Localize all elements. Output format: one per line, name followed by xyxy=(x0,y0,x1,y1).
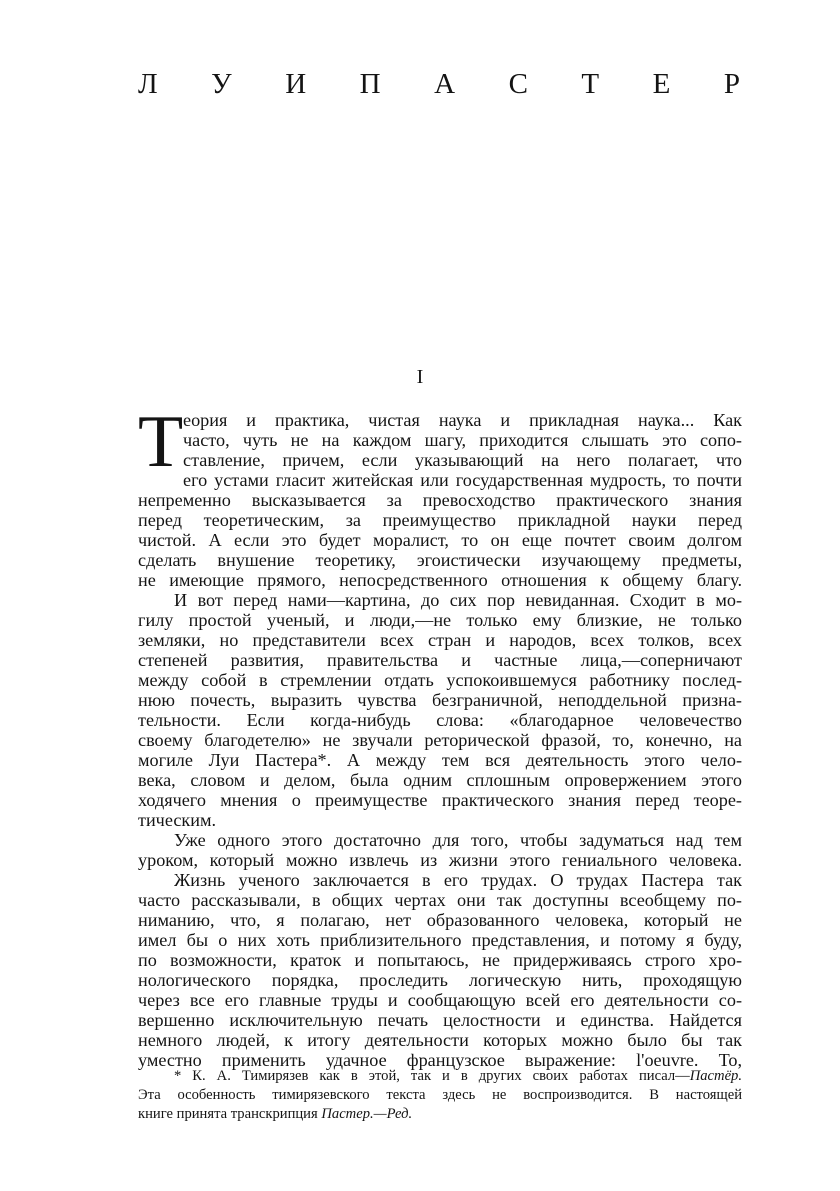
text-line: перед теоретическим, за преимущество прикладной науки перед xyxy=(138,510,742,530)
title-letter: П xyxy=(359,67,381,100)
drop-cap: Т xyxy=(138,401,184,483)
text-line: чистой. А если это будет моралист, то он еще почтет своим долгом xyxy=(138,530,742,550)
text-line: уроком, который можно извлечь из жизни этого гениального человека. xyxy=(138,850,742,870)
text-line: часто, чуть не на каждом шагу, приходится слышать это сопо- xyxy=(183,430,742,450)
running-title xyxy=(138,64,740,104)
text-line: по возможности, краток и попытаюсь, не придерживаясь строго хро- xyxy=(138,950,742,970)
text-line: уместно применить удачное французское выражение: l'oeuvre. То, xyxy=(138,1050,742,1070)
text-line: века, словом и делом, была одним сплошным опровержением этого xyxy=(138,770,742,790)
footnote-italic: Пастёр. xyxy=(689,1068,742,1084)
paragraph-4 xyxy=(138,870,742,1070)
text-line: степеней развития, правительства и частные лица,—соперничают xyxy=(138,650,742,670)
paragraph-3 xyxy=(138,830,742,870)
text-line: нологического порядка, проследить логическую нить, проходящую xyxy=(138,970,742,990)
text-line: ниманию, что, я полагаю, нет образованного человека, который не xyxy=(138,910,742,930)
body-text xyxy=(138,401,742,1070)
title-letter: Е xyxy=(652,67,671,100)
footnote-italic: Пастер.—Ред. xyxy=(321,1106,413,1122)
text-line: между собой в стремлении отдать успокоившемуся работнику послед- xyxy=(138,670,742,690)
title-letter: И xyxy=(285,67,307,100)
title-letter: У xyxy=(211,67,232,100)
text-line: своему благодетелю» не звучали реторической фразой, то, конечно, на xyxy=(138,730,742,750)
title-letter: Л xyxy=(138,67,158,100)
title-letter: Р xyxy=(723,67,740,100)
section-number: I xyxy=(416,366,424,388)
footnote-line: Эта особенность тимирязевского текста здесь не воспроизводится. В настоящей xyxy=(138,1087,742,1103)
text-line: не имеющие прямого, непосредственного отношения к общему благу. xyxy=(138,570,742,590)
text-line: часто рассказывали, в общих чертах они так доступны всеобщему по- xyxy=(138,890,742,910)
footnote-text: книге принята транскрипция xyxy=(138,1106,322,1122)
text-line: земляки, но представители всех стран и народов, всех толков, всех xyxy=(138,630,742,650)
paragraph-2 xyxy=(138,590,742,830)
footnote-line xyxy=(138,1105,742,1124)
text-line: Уже одного этого достаточно для того, чтобы задуматься над тем xyxy=(174,830,742,850)
text-line: нюю почесть, выразить чувства безграничной, неподдельной призна- xyxy=(138,690,742,710)
text-line: ставление, причем, если указывающий на него полагает, что xyxy=(183,450,742,470)
text-line: через все его главные труды и сообщающую всей его деятельности со- xyxy=(138,990,742,1010)
title-letter: С xyxy=(508,67,528,100)
text-line: имел бы о них хоть приблизительного представления, и потому я буду, xyxy=(138,930,742,950)
text-line: сделать внушение теоретику, эгоистически изучающему предметы, xyxy=(138,550,742,570)
text-line: Жизнь ученого заключается в его трудах. О трудах Пастера так xyxy=(174,870,742,890)
text-line: тическим. xyxy=(138,810,217,830)
text-line: ходячего мнения о преимуществе практического знания перед теоре- xyxy=(138,790,742,810)
text-line: непременно высказывается за превосходство практического знания xyxy=(138,490,742,510)
drop-cap-lines xyxy=(183,410,742,470)
footnote xyxy=(138,1067,742,1124)
footnote-text: * К. А. Тимирязев как в этой, так и в других своих работах писал— xyxy=(174,1068,690,1084)
title-letter: Т xyxy=(581,67,600,100)
paragraph-1 xyxy=(138,401,742,590)
text-line: тельности. Если когда-нибудь слова: «благодарное человечество xyxy=(138,710,742,730)
text-line: могиле Луи Пастера*. А между тем вся деятельность этого чело- xyxy=(138,750,742,770)
text-line: И вот перед нами—картина, до сих пор невиданная. Сходит в мо- xyxy=(174,590,742,610)
text-line: вершенно исключительную печать целостности и единства. Найдется xyxy=(138,1010,742,1030)
text-line: немного людей, к итогу деятельности которых можно было бы так xyxy=(138,1030,742,1050)
text-line: его устами гласит житейская или государственная мудрость, то почти xyxy=(183,470,742,490)
text-line: еория и практика, чистая наука и прикладная наука... Как xyxy=(183,410,742,430)
title-letter: А xyxy=(434,67,456,100)
footnote-line xyxy=(138,1067,742,1086)
text-line: гилу простой ученый, и люди,—не только ему близкие, не только xyxy=(138,610,742,630)
